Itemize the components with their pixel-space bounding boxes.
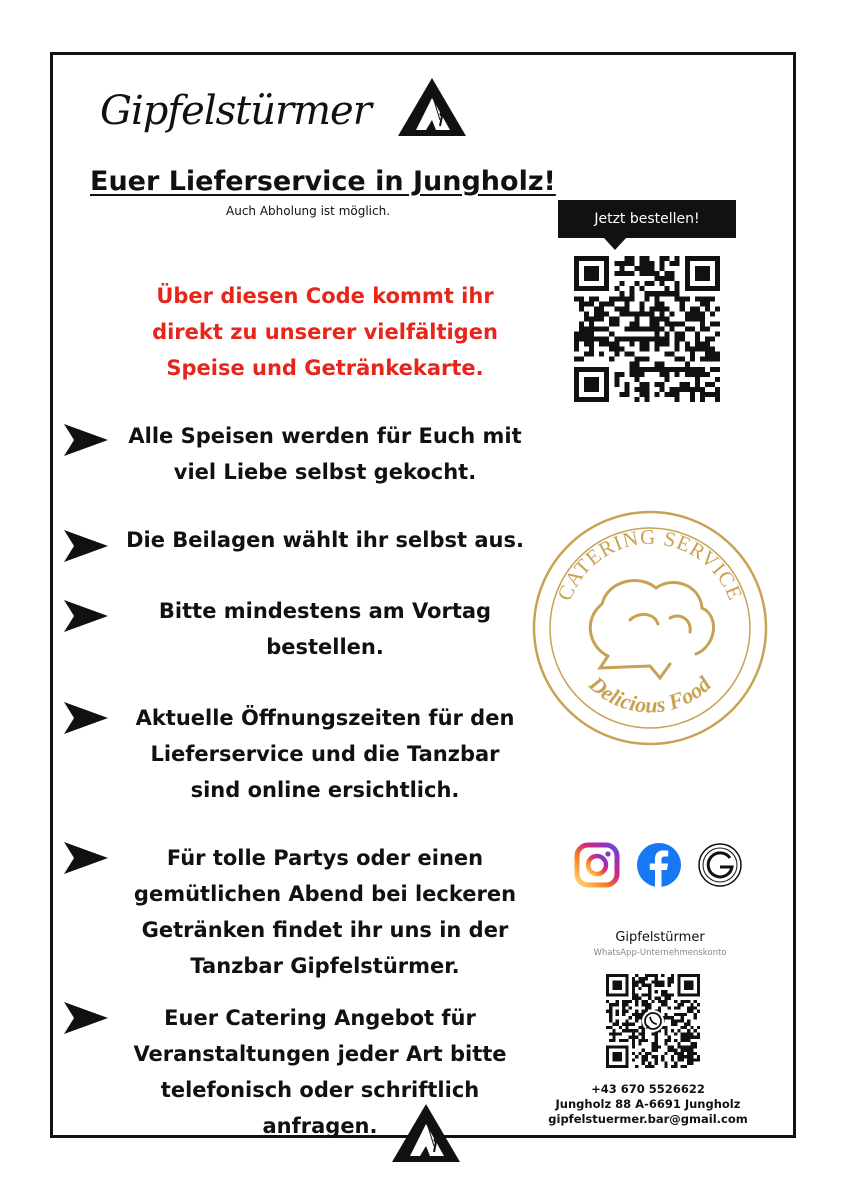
whatsapp-business-name: Gipfelstürmer — [615, 930, 705, 945]
instagram-icon[interactable] — [574, 842, 620, 888]
pickup-note: Auch Abholung ist möglich. — [226, 204, 391, 218]
menu-note-line: Speise und Getränkekarte. — [166, 356, 484, 380]
google-icon[interactable] — [697, 842, 743, 888]
chef-hat-icon — [590, 581, 713, 678]
bullet-item — [110, 418, 540, 490]
order-now-callout[interactable]: Jetzt bestellen! — [558, 200, 736, 238]
phone-number[interactable]: +43 670 5526622 — [591, 1082, 705, 1096]
bullet-line: Getränken findet ihr uns in der — [141, 918, 509, 942]
bullet-line: Tanzbar Gipfelstürmer. — [190, 954, 460, 978]
whatsapp-business-label: WhatsApp-Unternehmenskonto — [593, 948, 727, 958]
bullet-line: Euer Catering Angebot für — [164, 1006, 476, 1030]
bullet-item — [110, 700, 540, 808]
bullet-item — [110, 522, 540, 558]
bullet-line: viel Liebe selbst gekocht. — [173, 460, 477, 484]
menu-note-line: direkt zu unserer vielfältigen — [152, 320, 498, 344]
bullet-line: anfragen. — [262, 1114, 378, 1138]
whatsapp-icon — [641, 1009, 665, 1033]
menu-note-line: Über diesen Code kommt ihr — [156, 284, 494, 308]
arrow-bullet-icon — [64, 842, 108, 874]
bullet-line: Lieferservice und die Tanzbar — [150, 742, 500, 766]
callout-arrow — [604, 238, 626, 250]
bullet-line: bestellen. — [266, 635, 384, 659]
contact-info — [528, 1082, 768, 1127]
page-headline: Euer Lieferservice in Jungholz! — [90, 166, 556, 197]
arrow-bullet-icon — [64, 702, 108, 734]
mountain-climber-logo-icon — [396, 76, 468, 138]
arrow-bullet-icon — [64, 600, 108, 632]
arrow-bullet-icon — [64, 424, 108, 456]
brand-logo-text: Gipfelstürmer — [100, 88, 371, 134]
bullet-line: Die Beilagen wählt ihr selbst aus. — [126, 528, 524, 552]
menu-note — [130, 278, 520, 386]
bullet-line: Veranstaltungen jeder Art bitte — [133, 1042, 507, 1066]
bullet-item — [110, 840, 540, 984]
bullet-line: Für tolle Partys oder einen — [166, 846, 484, 870]
mountain-climber-logo-icon — [390, 1102, 462, 1164]
facebook-icon[interactable] — [636, 842, 682, 888]
address: Jungholz 88 A-6691 Jungholz — [555, 1097, 741, 1111]
bullet-line: gemütlichen Abend bei leckeren — [133, 882, 517, 906]
bullet-item — [100, 1000, 540, 1144]
bullet-line: sind online ersichtlich. — [190, 778, 460, 802]
arrow-bullet-icon — [64, 530, 108, 562]
badge-top-text: CATERING SERVICE — [552, 524, 748, 604]
email-address[interactable]: gipfelstuermer.bar@gmail.com — [548, 1112, 748, 1126]
bullet-line: Alle Speisen werden für Euch mit — [128, 424, 522, 448]
menu-qr-code[interactable] — [574, 256, 720, 402]
bullet-item — [110, 593, 540, 665]
catering-service-badge — [530, 508, 770, 748]
bullet-line: telefonisch oder schriftlich — [160, 1078, 480, 1102]
badge-bottom-text: Delicious Food — [584, 671, 716, 718]
bullet-line: Bitte mindestens am Vortag — [158, 599, 492, 623]
bullet-line: Aktuelle Öffnungszeiten für den — [135, 706, 515, 730]
